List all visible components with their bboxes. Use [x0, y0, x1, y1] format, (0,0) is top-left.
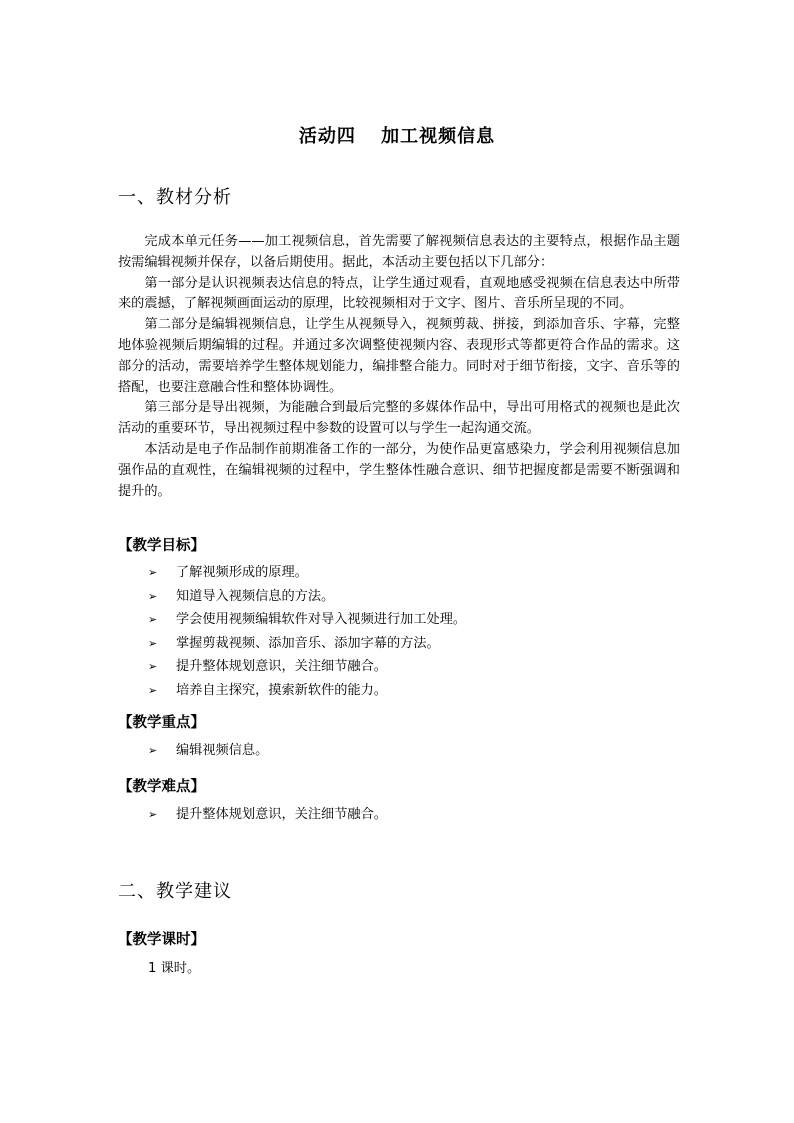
list-item: ➢ 了解视频形成的原理。 [148, 561, 466, 585]
hours-text: 1 课时。 [148, 961, 201, 976]
section-heading-analysis: 一、教材分析 [118, 187, 232, 208]
analysis-paragraph: 第三部分是导出视频，为能融合到最后完整的多媒体作品中，导出可用格式的视频也是此次活动的重要环节，导出视频过程中参数的设置可以与学生一起沟通交流。 [118, 400, 680, 437]
arrow-bullet-icon: ➢ [148, 744, 158, 757]
arrow-bullet-icon: ➢ [148, 589, 158, 603]
arrow-bullet-icon: ➢ [148, 566, 158, 579]
arrow-bullet-icon: ➢ [148, 683, 158, 697]
goals-heading: 【教学目标】 [118, 538, 205, 554]
arrow-bullet-icon: ➢ [148, 808, 158, 821]
analysis-body [118, 232, 680, 502]
goals-list [148, 561, 466, 702]
list-item: ➢ 掌握剪裁视频、添加音乐、添加字幕的方法。 [148, 632, 466, 656]
difficulties-list [148, 803, 387, 827]
list-item: ➢ 学会使用视频编辑软件对导入视频进行加工处理。 [148, 608, 466, 632]
arrow-bullet-icon: ➢ [148, 613, 158, 626]
hours-heading: 【教学课时】 [118, 932, 205, 948]
difficulties-heading: 【教学难点】 [118, 779, 205, 795]
list-item: ➢ 提升整体规划意识，关注细节融合。 [148, 655, 466, 679]
list-item: ➢ 提升整体规划意识，关注细节融合。 [148, 803, 387, 827]
arrow-bullet-icon: ➢ [148, 660, 158, 673]
arrow-bullet-icon: ➢ [148, 636, 158, 650]
key-points-heading: 【教学重点】 [118, 715, 205, 731]
analysis-paragraph: 第一部分是认识视频表达信息的特点，让学生通过观看，直观地感受视频在信息表达中所带来的震撼，了解视频画面运动的原理，比较视频相对于文字、图片、音乐所呈现的不同。 [118, 275, 680, 312]
list-item: ➢ 编辑视频信息。 [148, 739, 268, 763]
list-item: ➢ 知道导入视频信息的方法。 [148, 585, 466, 609]
analysis-paragraph: 完成本单元任务——加工视频信息，首先需要了解视频信息表达的主要特点，根据作品主题按需编辑视频并保存，以备后期使用。据此，本活动主要包括以下几部分： [118, 234, 680, 270]
key-points-list [148, 739, 268, 763]
page-title: 活动四 加工视频信息 [298, 126, 496, 147]
analysis-paragraph: 第二部分是编辑视频信息，让学生从视频导入，视频剪裁、拼接，到添加音乐、字幕，完整地体验视频后期编辑的过程。并通过多次调整使视频内容、表现形式等都更符合作品的需求。这部分的活动，需要培养学生整体规划能力，编排整合能力。同时对于细节衔接，文字、音乐等的搭配，也要注意融合性和整体协调性。 [118, 317, 680, 395]
analysis-paragraph: 本活动是电子作品制作前期准备工作的一部分，为使作品更富感染力，学会利用视频信息加强作品的直观性，在编辑视频的过程中，学生整体性融合意识、细节把握度都是需要不断强调和提升的。 [118, 441, 680, 499]
section-heading-suggestions: 二、教学建议 [118, 881, 232, 902]
list-item: ➢ 培养自主探究，摸索新软件的能力。 [148, 679, 466, 703]
